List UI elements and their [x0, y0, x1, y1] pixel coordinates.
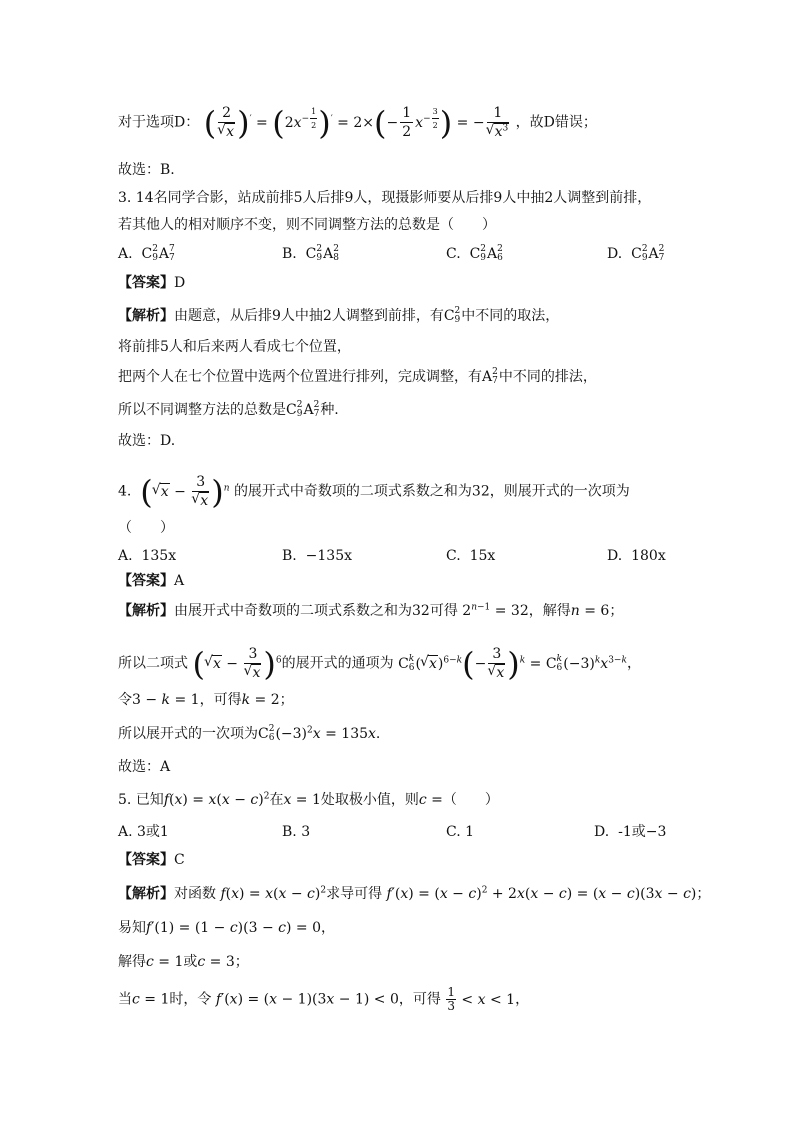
q3-option-b: B. C 2 9 A 2 8 [282, 244, 339, 263]
q3-choose: 故选：D. [118, 433, 176, 449]
d-option-formula: ( 2 √ x )$' = (2x^{- \frac{1}{2}}$ )′ = 2×(− $\frac{1}{2}$ $x^{- \frac{3}{2}}$ ) = − 1 √ $x^3$ [204, 115, 516, 131]
answer-tag: 【答案】 [118, 275, 174, 291]
q5-option-c: C. 1 [446, 824, 475, 840]
q3-analysis-line1: 【解析】由题意，从后排9人中抽2人调整到前排，有C 2 9 中不同的取法， [118, 306, 560, 325]
q3-analysis-line2: 将前排5人和后来两人看成七个位置， [118, 339, 351, 355]
q4-stem: 4. (√ x − 3 √ x )$^n$ 的展开式中奇数项的二项式系数之和为32，则展开式的一次项为 [118, 473, 630, 510]
q4-analysis-line2: 所以二项式 (√ x − 3 √ x )$^6$的展开式的通项为 C k 6 (√ x)$^{6-k}$(− 3 √ x )$^k$ = C k 6 $(-3)^kx^{3-k}$， [118, 645, 641, 682]
q5-option-a: A. 3或1 [118, 824, 169, 840]
q3-answer [118, 273, 185, 293]
q4-choose: 故选：A [118, 759, 171, 775]
q3-option-d: D. C 2 9 A 2 7 [607, 244, 665, 263]
q3-option-a: A. C 2 9 A 7 7 [118, 244, 175, 263]
d-option-line [118, 104, 597, 141]
q2-choose: 故选：B. [118, 162, 175, 178]
q4-analysis-line3: 令3 − k = 1，可得k = 2； [118, 692, 294, 708]
q4-analysis-line4: 所以展开式的一次项为C 2 6 $(-3)^2x = 135x$. [118, 724, 381, 743]
q3-answer-value: D [174, 275, 186, 291]
d-option-prefix: 对于选项D： [118, 114, 200, 131]
q5-option-d: D. -1或−3 [594, 824, 667, 840]
q3-option-c: C. C 2 9 A 2 6 [446, 244, 503, 263]
q5-option-b: B. 3 [282, 824, 311, 840]
q4-analysis-line1: 【解析】由展开式中奇数项的二项式系数之和为32可得 $2^{n-1} = 32$，解得n = 6； [118, 602, 624, 619]
q5-analysis-line2: 易知f′(1) = (1 − c)(3 − c) = 0， [118, 920, 335, 936]
q4-answer: 【答案】A [118, 573, 185, 589]
q5-analysis-line4: 当c = 1时，令 f′(x) = (x − 1)(3x − 1) < 0，可得 $\frac{1}{3}$ < x < 1， [118, 985, 530, 1013]
q4-stem-paren: （ ） [118, 520, 174, 536]
q3-analysis-line4: 所以不同调整方法的总数是C 2 9 A 2 7 种. [118, 400, 339, 419]
q4-option-a: A. 135x [118, 548, 177, 564]
q5-analysis-line1: 【解析】对函数 $f(x) = x(x - c)^2$求导可得 $f'(x) = (x - c)^2 + 2x(x - c) = (x - c)(3x - c)$； [118, 885, 711, 902]
q4-option-b: B. −135x [282, 548, 353, 564]
q4-option-d: D. 180x [607, 548, 666, 564]
q3-stem-line1: 3. 14名同学合影，站成前排5人后排9人，现摄影师要从后排9人中抽2人调整到前排， [118, 190, 652, 206]
q3-stem-line2: 若其他人的相对顺序不变，则不同调整方法的总数是（ ） [118, 217, 496, 233]
q5-answer: 【答案】C [118, 852, 185, 868]
q4-option-c: C. 15x [446, 548, 496, 564]
q5-analysis-line3: 解得c = 1或c = 3； [118, 954, 249, 970]
d-option-suffix: ，故D错误； [515, 114, 597, 131]
q5-stem: 5. 已知$f(x) = x(x - c)^2$在x = 1处取极小值，则c =（ ） [118, 791, 499, 808]
q3-analysis-line3: 把两个人在七个位置中选两个位置进行排列，完成调整，有A 2 7 中不同的排法， [118, 367, 597, 386]
